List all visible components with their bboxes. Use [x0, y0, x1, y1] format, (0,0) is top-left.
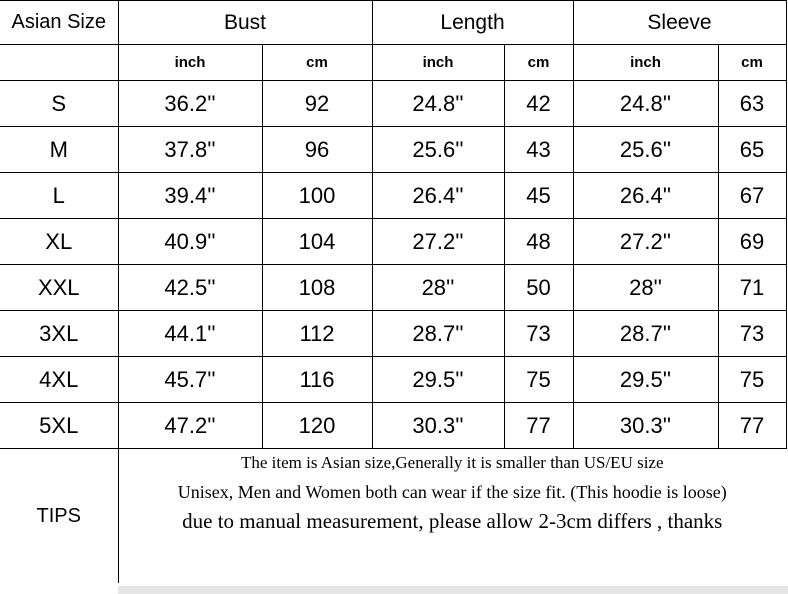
cell-bust-inch: 37.8'' — [118, 127, 262, 173]
cell-bust-cm: 96 — [262, 127, 372, 173]
table-row — [0, 127, 786, 173]
table-row — [0, 265, 786, 311]
cell-length-inch: 28'' — [372, 265, 504, 311]
cell-length-cm: 77 — [504, 403, 573, 449]
cell-sleeve-cm: 63 — [718, 81, 786, 127]
cell-length-inch: 28.7'' — [372, 311, 504, 357]
cell-size: S — [0, 81, 118, 127]
unit-sleeve-inch: inch — [573, 45, 718, 81]
table-row — [0, 81, 786, 127]
cell-sleeve-inch: 24.8'' — [573, 81, 718, 127]
cell-length-inch: 29.5'' — [372, 357, 504, 403]
cell-bust-cm: 112 — [262, 311, 372, 357]
cell-bust-inch: 47.2'' — [118, 403, 262, 449]
cell-sleeve-cm: 75 — [718, 357, 786, 403]
cell-bust-cm: 116 — [262, 357, 372, 403]
header-length: Length — [372, 1, 573, 45]
table-row — [0, 173, 786, 219]
cell-size: M — [0, 127, 118, 173]
tips-label: TIPS — [0, 449, 118, 584]
cell-size: XL — [0, 219, 118, 265]
header-asian-size: Asian Size — [0, 1, 118, 45]
tips-row — [0, 449, 786, 584]
cell-length-cm: 48 — [504, 219, 573, 265]
cell-sleeve-inch: 29.5'' — [573, 357, 718, 403]
table-row — [0, 219, 786, 265]
tip-line-measurement: due to manual measurement, please allow 2-3cm differs , thanks — [182, 509, 723, 533]
cell-length-inch: 30.3'' — [372, 403, 504, 449]
header-bust: Bust — [118, 1, 372, 45]
cell-bust-inch: 42.5'' — [118, 265, 262, 311]
cell-length-inch: 24.8'' — [372, 81, 504, 127]
unit-row — [0, 45, 786, 81]
cell-size: XXL — [0, 265, 118, 311]
cell-bust-inch: 40.9'' — [118, 219, 262, 265]
cell-bust-inch: 45.7'' — [118, 357, 262, 403]
table-row — [0, 357, 786, 403]
cell-sleeve-inch: 28.7'' — [573, 311, 718, 357]
cell-bust-inch: 36.2'' — [118, 81, 262, 127]
cell-bust-cm: 100 — [262, 173, 372, 219]
cell-length-cm: 50 — [504, 265, 573, 311]
cell-length-cm: 75 — [504, 357, 573, 403]
table-row — [0, 311, 786, 357]
cell-size: L — [0, 173, 118, 219]
cell-length-inch: 25.6'' — [372, 127, 504, 173]
cell-sleeve-cm: 67 — [718, 173, 786, 219]
cell-sleeve-inch: 25.6'' — [573, 127, 718, 173]
unit-bust-inch: inch — [118, 45, 262, 81]
cell-size: 3XL — [0, 311, 118, 357]
tips-text — [118, 449, 786, 584]
unit-length-cm: cm — [504, 45, 573, 81]
unit-empty-cell — [0, 45, 118, 81]
cell-length-inch: 27.2'' — [372, 219, 504, 265]
unit-bust-cm: cm — [262, 45, 372, 81]
cell-bust-inch: 39.4'' — [118, 173, 262, 219]
cell-sleeve-cm: 77 — [718, 403, 786, 449]
tip-line-unisex: Unisex, Men and Women both can wear if the size fit. (This hoodie is loose) — [177, 482, 727, 502]
cell-sleeve-cm: 65 — [718, 127, 786, 173]
header-row — [0, 1, 786, 45]
cell-sleeve-cm: 71 — [718, 265, 786, 311]
cell-bust-cm: 120 — [262, 403, 372, 449]
cell-bust-cm: 108 — [262, 265, 372, 311]
cell-length-cm: 42 — [504, 81, 573, 127]
cell-bust-cm: 92 — [262, 81, 372, 127]
cell-size: 5XL — [0, 403, 118, 449]
cell-length-inch: 26.4'' — [372, 173, 504, 219]
cell-length-cm: 43 — [504, 127, 573, 173]
bottom-strip — [118, 586, 788, 594]
cell-length-cm: 73 — [504, 311, 573, 357]
cell-size: 4XL — [0, 357, 118, 403]
cell-sleeve-inch: 30.3'' — [573, 403, 718, 449]
header-sleeve: Sleeve — [573, 1, 786, 45]
cell-sleeve-inch: 28'' — [573, 265, 718, 311]
unit-sleeve-cm: cm — [718, 45, 786, 81]
tip-line-asian-size: The item is Asian size,Generally it is smaller than US/EU size — [240, 453, 664, 472]
cell-length-cm: 45 — [504, 173, 573, 219]
unit-length-inch: inch — [372, 45, 504, 81]
cell-sleeve-cm: 73 — [718, 311, 786, 357]
table-row — [0, 403, 786, 449]
cell-bust-inch: 44.1'' — [118, 311, 262, 357]
cell-bust-cm: 104 — [262, 219, 372, 265]
cell-sleeve-inch: 26.4'' — [573, 173, 718, 219]
cell-sleeve-inch: 27.2'' — [573, 219, 718, 265]
cell-sleeve-cm: 69 — [718, 219, 786, 265]
